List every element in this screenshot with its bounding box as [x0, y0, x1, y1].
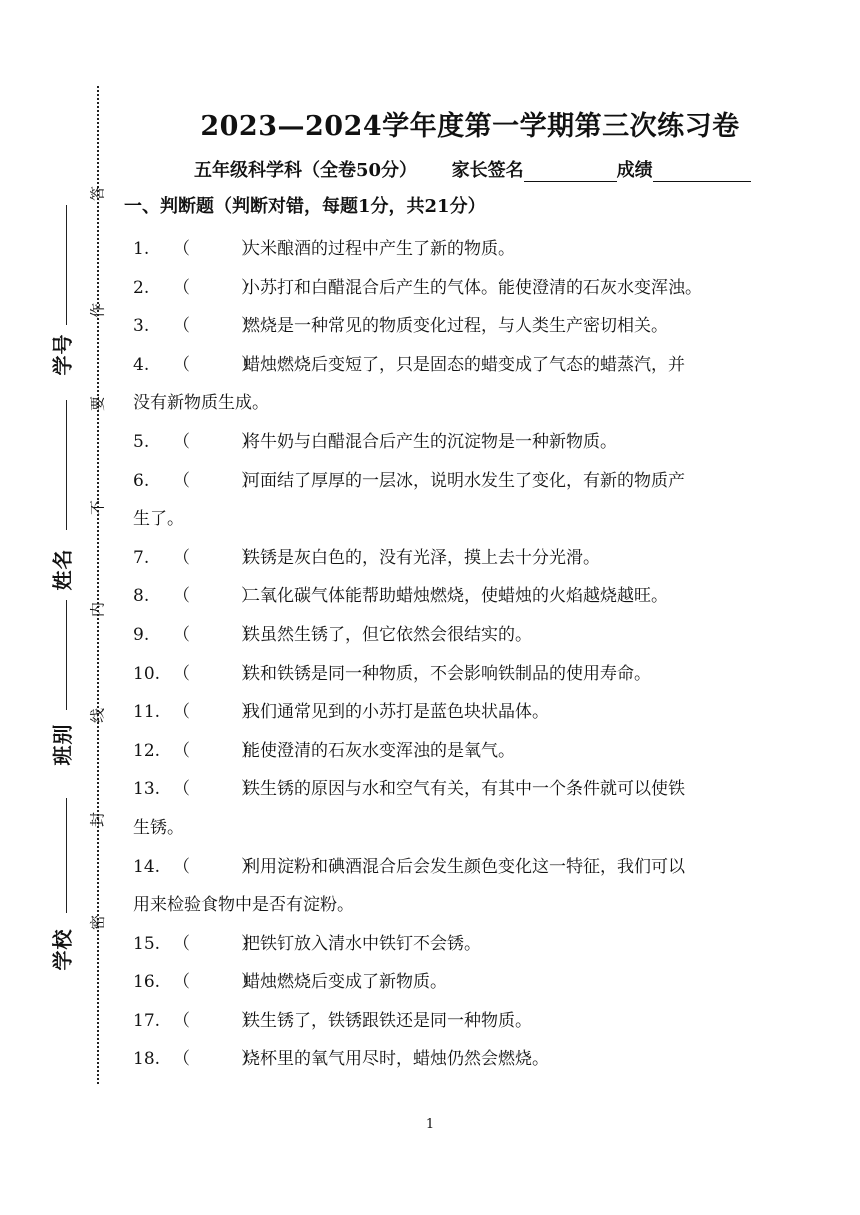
- question-item: [133, 230, 773, 269]
- binding-note-char: 不: [88, 500, 107, 516]
- question-number: 9.: [133, 624, 150, 645]
- student-name-label: 姓名: [50, 548, 75, 591]
- subject-label: 五年级科学科（全卷50分）: [194, 160, 418, 181]
- student-id-line[interactable]: [66, 205, 67, 325]
- question-item: [133, 346, 773, 385]
- question-text: 小苏打和白醋混合后产生的气体。能使澄清的石灰水变浑浊。: [243, 277, 702, 298]
- question-number: 8.: [133, 586, 150, 607]
- answer-paren[interactable]: （ ）: [173, 277, 258, 298]
- answer-paren[interactable]: （ ）: [173, 354, 258, 375]
- section-heading: 一、判断题（判断对错，每题1分，共21分）: [124, 196, 486, 217]
- answer-paren[interactable]: （ ）: [173, 740, 258, 761]
- question-item: [133, 770, 773, 809]
- question-item: [133, 963, 773, 1002]
- question-text: 河面结了厚厚的一层冰，说明水发生了变化，有新的物质产: [243, 470, 685, 491]
- answer-paren[interactable]: （ ）: [173, 663, 258, 684]
- question-item: [133, 462, 773, 501]
- question-text: 铁生锈的原因与水和空气有关，有其中一个条件就可以使铁: [243, 779, 685, 800]
- question-item: [133, 423, 773, 462]
- question-number: 13.: [133, 779, 161, 800]
- answer-paren[interactable]: （ ）: [173, 624, 258, 645]
- score-label: 成绩: [616, 160, 653, 181]
- answer-paren[interactable]: （ ）: [173, 1049, 258, 1070]
- question-number: 7.: [133, 547, 150, 568]
- question-text: 蜡烛燃烧后变成了新物质。: [243, 972, 447, 993]
- question-item: [133, 269, 773, 308]
- question-number: 6.: [133, 470, 150, 491]
- score-blank[interactable]: [653, 163, 751, 182]
- answer-paren[interactable]: （ ）: [173, 779, 258, 800]
- question-text: 二氧化碳气体能帮助蜡烛燃烧，使蜡烛的火焰越烧越旺。: [243, 586, 668, 607]
- class-line[interactable]: [66, 600, 67, 710]
- question-text: 把铁钉放入清水中铁钉不会锈。: [243, 933, 481, 954]
- answer-paren[interactable]: （ ）: [173, 856, 258, 877]
- question-text: 铁生锈了，铁锈跟铁还是同一种物质。: [243, 1010, 532, 1031]
- school-line[interactable]: [66, 798, 67, 913]
- question-number: 2.: [133, 277, 150, 298]
- question-continuation: 用来检验食物中是否有淀粉。: [133, 895, 354, 916]
- question-text: 烧杯里的氧气用尽时，蜡烛仍然会燃烧。: [243, 1049, 549, 1070]
- question-number: 10.: [133, 663, 161, 684]
- school-label: 学校: [50, 928, 75, 971]
- question-text: 铁锈是灰白色的，没有光泽，摸上去十分光滑。: [243, 547, 600, 568]
- question-text: 燃烧是一种常见的物质变化过程，与人类生产密切相关。: [243, 316, 668, 337]
- page-number: 1: [425, 1117, 435, 1132]
- question-number: 11.: [133, 702, 161, 723]
- question-item: [133, 1040, 773, 1079]
- question-item: [133, 539, 773, 578]
- binding-note-char: 密: [88, 915, 107, 931]
- question-number: 4.: [133, 354, 150, 375]
- question-item: [133, 655, 773, 694]
- question-text: 将牛奶与白醋混合后产生的沉淀物是一种新物质。: [243, 431, 617, 452]
- question-number: 15.: [133, 933, 161, 954]
- binding-note-char: 封: [88, 812, 107, 828]
- binding-note-char: 作: [88, 303, 107, 319]
- question-item: [133, 307, 773, 346]
- question-continuation: 生锈。: [133, 817, 184, 838]
- binding-note-char: 要: [88, 396, 107, 412]
- question-item: [133, 577, 773, 616]
- question-list: [133, 230, 773, 1079]
- answer-paren[interactable]: （ ）: [173, 702, 258, 723]
- answer-paren[interactable]: （ ）: [173, 431, 258, 452]
- binding-note-char: 内: [88, 602, 107, 618]
- question-number: 5.: [133, 431, 150, 452]
- question-item: [133, 1002, 773, 1041]
- question-text: 蜡烛燃烧后变短了，只是固态的蜡变成了气态的蜡蒸汽，并: [243, 354, 685, 375]
- answer-paren[interactable]: （ ）: [173, 972, 258, 993]
- answer-paren[interactable]: （ ）: [173, 586, 258, 607]
- parent-sign-blank[interactable]: [524, 163, 617, 182]
- question-number: 17.: [133, 1010, 161, 1031]
- exam-subtitle: [194, 156, 751, 182]
- answer-paren[interactable]: （ ）: [173, 1010, 258, 1031]
- question-number: 16.: [133, 972, 161, 993]
- question-text: 铁和铁锈是同一种物质，不会影响铁制品的使用寿命。: [243, 663, 651, 684]
- answer-paren[interactable]: （ ）: [173, 316, 258, 337]
- question-number: 14.: [133, 856, 161, 877]
- parent-sign-label: 家长签名: [451, 160, 524, 181]
- answer-paren[interactable]: （ ）: [173, 547, 258, 568]
- question-item: [133, 848, 773, 887]
- question-text: 铁虽然生锈了，但它依然会很结实的。: [243, 624, 532, 645]
- binding-note-char: 答: [88, 186, 107, 202]
- question-continuation: 没有新物质生成。: [133, 393, 269, 414]
- student-id-label: 学号: [50, 333, 75, 376]
- question-text: 利用淀粉和碘酒混合后会发生颜色变化这一特征，我们可以: [243, 856, 685, 877]
- question-number: 18.: [133, 1049, 161, 1070]
- question-continuation: 生了。: [133, 509, 184, 530]
- question-number: 3.: [133, 316, 150, 337]
- answer-paren[interactable]: （ ）: [173, 933, 258, 954]
- question-text: 大米酿酒的过程中产生了新的物质。: [243, 239, 515, 259]
- question-text: 能使澄清的石灰水变浑浊的是氧气。: [243, 740, 515, 761]
- question-item: [133, 925, 773, 964]
- question-number: 12.: [133, 740, 161, 761]
- question-item: [133, 693, 773, 732]
- question-text: 我们通常见到的小苏打是蓝色块状晶体。: [243, 702, 549, 723]
- answer-paren[interactable]: （ ）: [173, 239, 258, 259]
- question-item: [133, 732, 773, 771]
- student-name-line[interactable]: [66, 400, 67, 530]
- question-number: 1.: [133, 239, 150, 259]
- answer-paren[interactable]: （ ）: [173, 470, 258, 491]
- exam-title: 2023—2024学年度第一学期第三次练习卷: [200, 111, 740, 142]
- class-label: 班别: [50, 723, 75, 766]
- question-item: [133, 616, 773, 655]
- binding-note-char: 线: [88, 708, 107, 724]
